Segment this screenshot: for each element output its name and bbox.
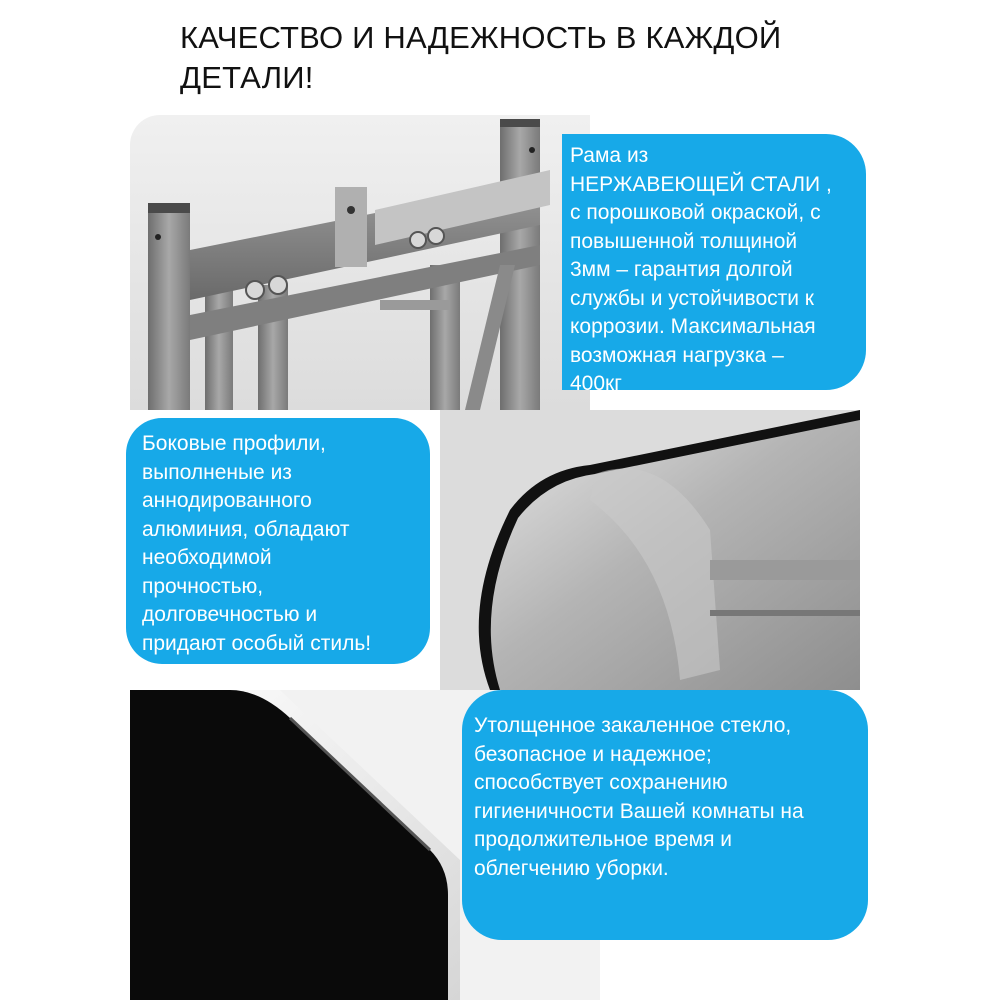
aluminum-profile-illustration [440, 410, 860, 690]
steel-frame-photo [130, 115, 590, 410]
tempered-glass-callout: Утолщенное закаленное стекло, безопасное и надежное; способствует сохранению гигиеничности Вашей комнаты на продолжительное время и облегчению уборки. [462, 690, 868, 940]
aluminum-profile-photo [440, 410, 860, 690]
steel-frame-illustration [130, 115, 590, 410]
page-title: КАЧЕСТВО И НАДЕЖНОСТЬ В КАЖДОЙ ДЕТАЛИ! [180, 20, 782, 95]
aluminum-profiles-callout: Боковые профили, выполненые из аннодированного алюминия, обладают необходимой прочностью, долговечностью и придают особый стиль! [126, 418, 430, 664]
steel-frame-callout: Рама из НЕРЖАВЕЮЩЕЙ СТАЛИ , с порошковой окраской, с повышенной толщиной 3мм – гарантия долгой службы и устойчивости к коррозии. Максимальная возможная нагрузка – 400кг [562, 134, 866, 390]
